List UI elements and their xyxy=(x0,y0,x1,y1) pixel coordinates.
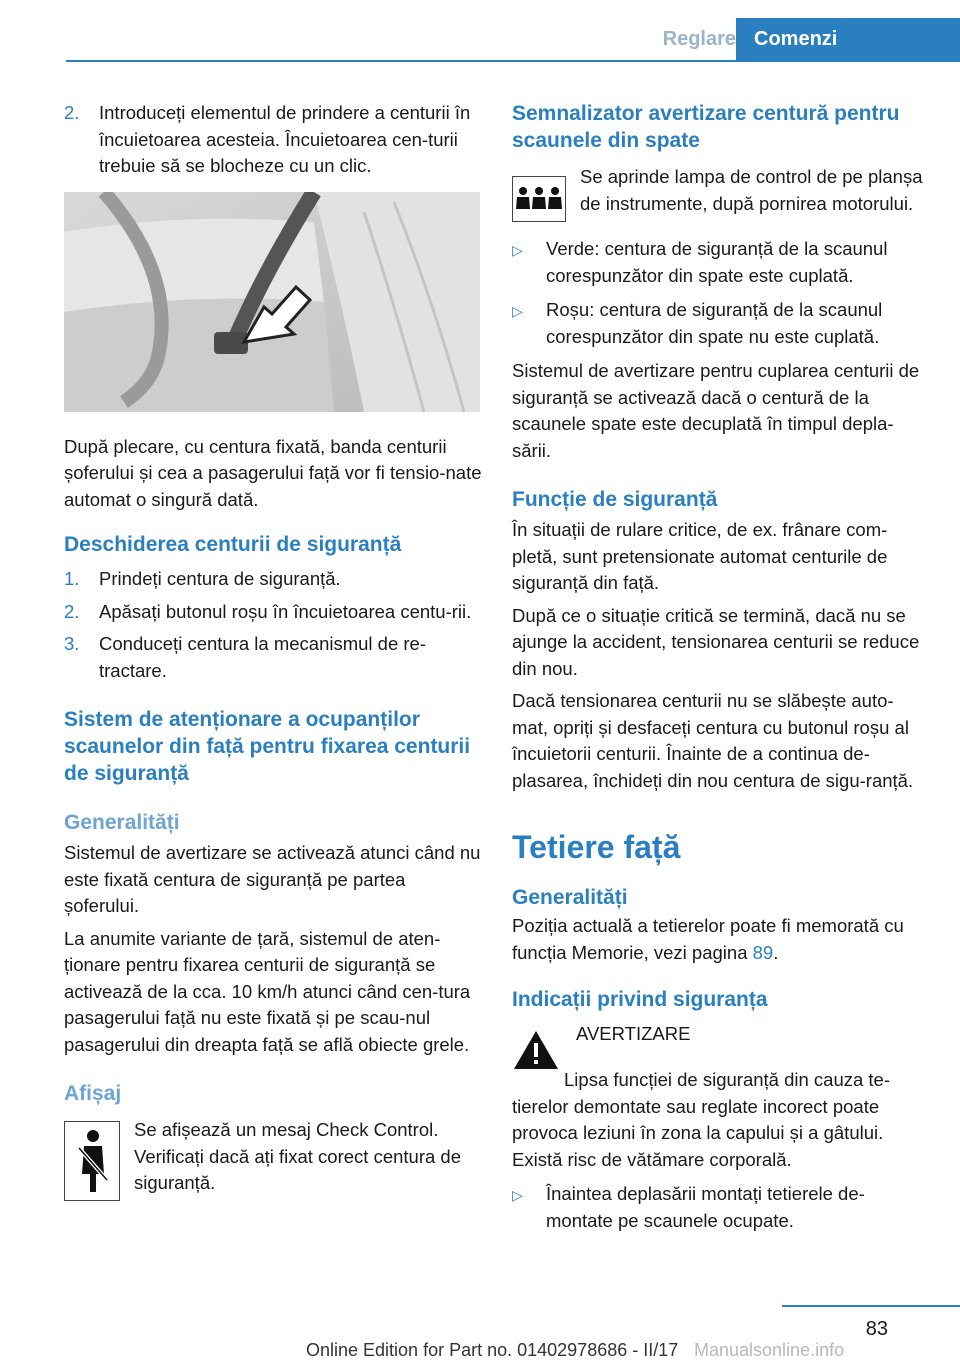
page-header xyxy=(0,0,960,62)
step-text: Conduceți centura la mecanismul de re‐tractare. xyxy=(99,633,426,681)
step-number: 1. xyxy=(64,568,80,589)
warning-block xyxy=(512,1021,928,1071)
headrest-general-heading: Generalități xyxy=(512,886,628,909)
bullet-text: Verde: centura de siguranță de la scaunul corespunzător din spate este cuplată. xyxy=(546,238,888,286)
rear-icon-row xyxy=(512,164,928,222)
warning-triangle-icon xyxy=(512,1029,560,1071)
list-item xyxy=(64,599,482,626)
tab-reglare[interactable]: Reglare xyxy=(662,28,736,50)
open-belt-heading: Deschiderea centurii de siguranță xyxy=(64,533,402,556)
list-item xyxy=(512,1181,928,1234)
tab-comenzi[interactable]: Comenzi xyxy=(736,18,960,62)
seatbelt-buckle-photo xyxy=(64,192,480,412)
bullet-text: Roșu: centura de siguranță de la scaunul corespunzător din spate nu este cuplată. xyxy=(546,299,883,347)
triangle-bullet-icon: ▷ xyxy=(512,303,523,319)
open-belt-steps xyxy=(64,566,482,684)
safety-paragraph-1: În situații de rulare critice, de ex. frânare com‐pletă, sunt pretensionate automat centurile de siguranță din față. xyxy=(512,519,888,593)
general-paragraph-1: Sistemul de avertizare se activează atunci când nu este fixată centura de siguranță pe partea șoferului. xyxy=(64,842,481,916)
header-rule xyxy=(66,60,960,62)
safety-paragraph-2: După ce o situație critică se termină, dacă nu se ajunge la accident, tensionarea centurii se reduce din nou. xyxy=(512,604,920,679)
triangle-bullet-icon: ▷ xyxy=(512,242,523,258)
safety-function-heading: Funcție de siguranță xyxy=(512,488,718,511)
headrest-text: Poziția actuală a tetierelor poate fi memorată cu funcția Memorie, vezi pagina xyxy=(512,915,904,963)
general-heading: Generalități xyxy=(64,811,180,834)
display-text: Se afișează un mesaj Check Control. Verificați dacă ați fixat corect centura de siguranță. xyxy=(134,1119,462,1193)
step-number: 3. xyxy=(64,633,80,654)
rear-warning-heading: Semnalizator avertizare centură pentru scaunele din spate xyxy=(512,102,900,152)
triangle-bullet-icon: ▷ xyxy=(512,1187,523,1203)
right-column xyxy=(512,100,928,1242)
display-row xyxy=(64,1117,482,1201)
seatbelt-person-icon xyxy=(64,1121,120,1201)
warning-label: AVERTIZARE xyxy=(576,1023,691,1044)
insert-step xyxy=(64,100,482,180)
display-heading: Afișaj xyxy=(64,1082,122,1105)
step-text: Apăsați butonul roșu în încuietoarea centu‐rii. xyxy=(99,600,472,622)
occupant-warning-heading: Sistem de atenționare a ocupanților scaunelor din față pentru fixarea centurii de siguranță xyxy=(64,708,471,785)
step-number: 2. xyxy=(64,102,80,123)
seat-photo-illustration xyxy=(64,192,480,412)
safety-indications-heading: Indicații privind siguranța xyxy=(512,988,768,1011)
list-item xyxy=(64,631,482,684)
list-item xyxy=(64,566,482,593)
general-paragraph-2: La anumite variante de țară, sistemul de aten‐ționare pentru fixarea centurii de siguranță se activează de la cca. 10 km/h atunci când cen‐tura pasagerului față nu este fixată și pe scau‐nul pasagerului din dreapta față se află obiecte grele. xyxy=(64,927,471,1055)
bullet-text: Înaintea deplasării montați tetierele de‐montate pe scaunele ocupate. xyxy=(546,1183,865,1231)
step-text: Introduceți elementul de prindere a centurii în încuietoarea acesteia. Încuietoarea cen‐turii trebuie să se blocheze cu un clic. xyxy=(99,102,471,176)
safety-paragraph-3: Dacă tensionarea centurii nu se slăbește auto‐mat, opriți și desfaceți centura cu butonul roșu al încuietorii centurii. Înainte de a continua de‐plasarea, închideți din nou centura de sigu‐ranță. xyxy=(512,690,914,791)
step-text: Prindeți centura de siguranță. xyxy=(99,568,341,589)
headrest-text-end: . xyxy=(773,941,779,963)
list-item xyxy=(512,236,928,289)
left-column xyxy=(64,100,482,1201)
edition-text: Online Edition for Part no. 01402978686 - II/17 xyxy=(306,1340,679,1360)
watermark: Manualsonline.info xyxy=(694,1340,845,1360)
three-rear-seats-icon xyxy=(512,176,566,222)
headrest-heading: Tetiere față xyxy=(512,829,681,865)
page-reference-link[interactable]: 89 xyxy=(752,941,774,963)
step-number: 2. xyxy=(64,600,80,622)
footer-rule xyxy=(782,1305,960,1307)
tension-paragraph: După plecare, cu centura fixată, banda centurii șoferului și cea a pasagerului față vor fi tensio‐nate automat o singură dată. xyxy=(64,435,482,510)
rear-bullets xyxy=(512,236,928,350)
rear-paragraph: Sistemul de avertizare pentru cuplarea centurii de siguranță se activează dacă o centură de la scaunele spate este decuplată în timpul depla‐sării. xyxy=(512,360,920,461)
headrest-paragraph xyxy=(512,913,928,966)
rear-icon-text: Se aprinde lampa de control de pe planșa de instrumente, după pornirea motorului. xyxy=(580,166,923,214)
warning-text: Lipsa funcției de siguranță din cauza te‐tierelor demontate sau reglate incorect poate provoca leziuni în zona la capului și a gâtului. Există risc de vătămare corporală. xyxy=(512,1069,891,1170)
page-number: 83 xyxy=(865,1318,888,1340)
list-item xyxy=(512,297,928,350)
